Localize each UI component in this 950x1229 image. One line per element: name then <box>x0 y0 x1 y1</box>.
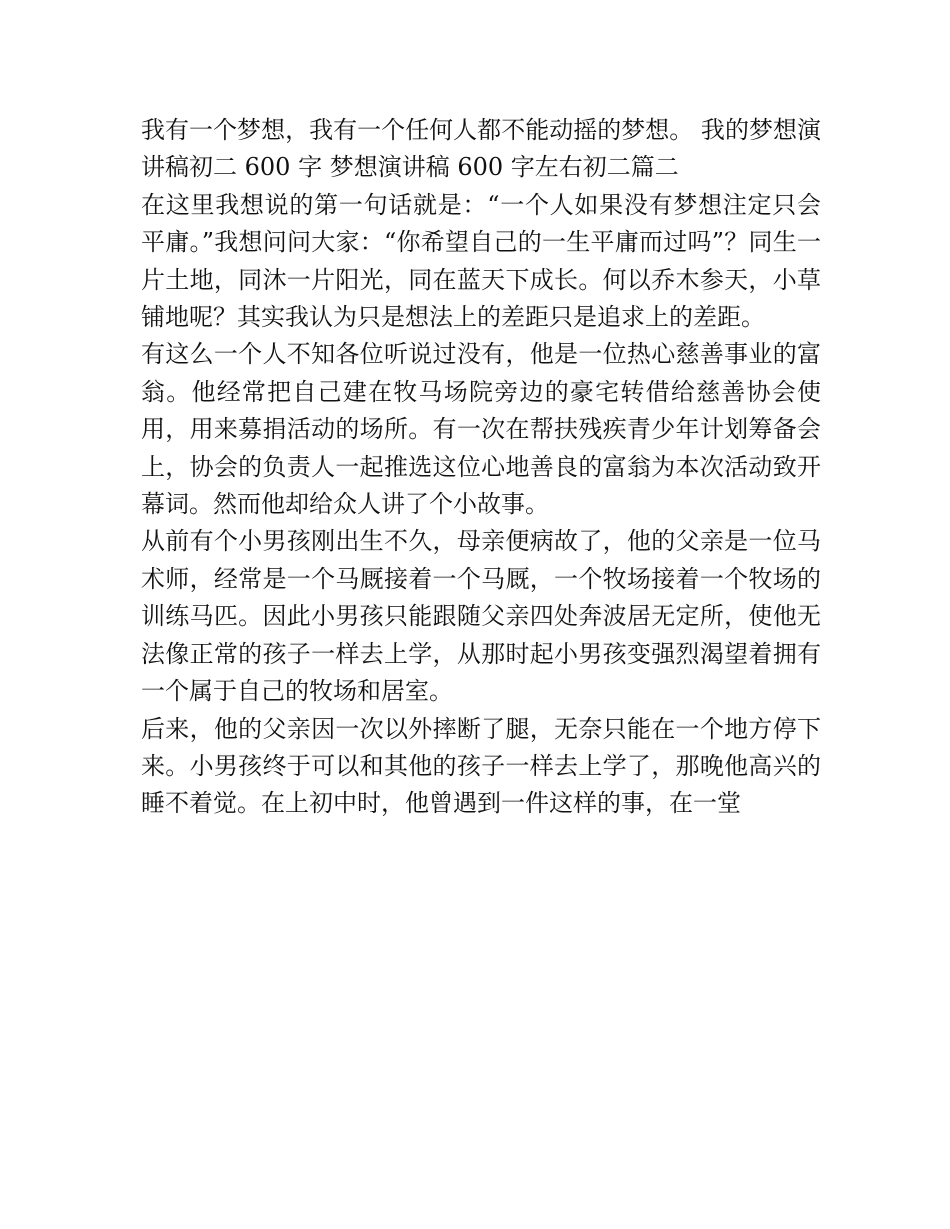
paragraph-4: 从前有个小男孩刚出生不久，母亲便病故了，他的父亲是一位马术师，经常是一个马厩接着一个马厩，一个牧场接着一个牧场的训练马匹。因此小男孩只能跟随父亲四处奔波居无定所，使他无法像正常的孩子一样去上学，从那时起小男孩变强烈渴望着拥有一个属于自己的牧场和居室。 <box>141 527 821 706</box>
paragraph-3: 有这么一个人不知各位听说过没有，他是一位热心慈善事业的富翁。他经常把自己建在牧马场院旁边的豪宅转借给慈善协会使用，用来募捐活动的场所。有一次在帮扶残疾青少年计划筹备会上，协会的负责人一起推选这位心地善良的富翁为本次活动致开幕词。然而他却给众人讲了个小故事。 <box>141 340 821 519</box>
document-body <box>141 112 821 823</box>
paragraph-2: 在这里我想说的第一句话就是：“一个人如果没有梦想注定只会平庸。”我想问问大家：“你希望自己的一生平庸而过吗”？同生一片土地，同沐一片阳光，同在蓝天下成长。何以乔木参天，小草铺地呢？其实我认为只是想法上的差距只是追求上的差距。 <box>141 190 821 332</box>
paragraph-1: 我有一个梦想，我有一个任何人都不能动摇的梦想。 我的梦想演讲稿初二 600 字 梦想演讲稿 600 字左右初二篇二 <box>141 116 821 182</box>
paragraph-5: 后来，他的父亲因一次以外摔断了腿，无奈只能在一个地方停下来。小男孩终于可以和其他的孩子一样去上学了，那晚他高兴的睡不着觉。在上初中时，他曾遇到一件这样的事，在一堂 <box>141 714 821 818</box>
